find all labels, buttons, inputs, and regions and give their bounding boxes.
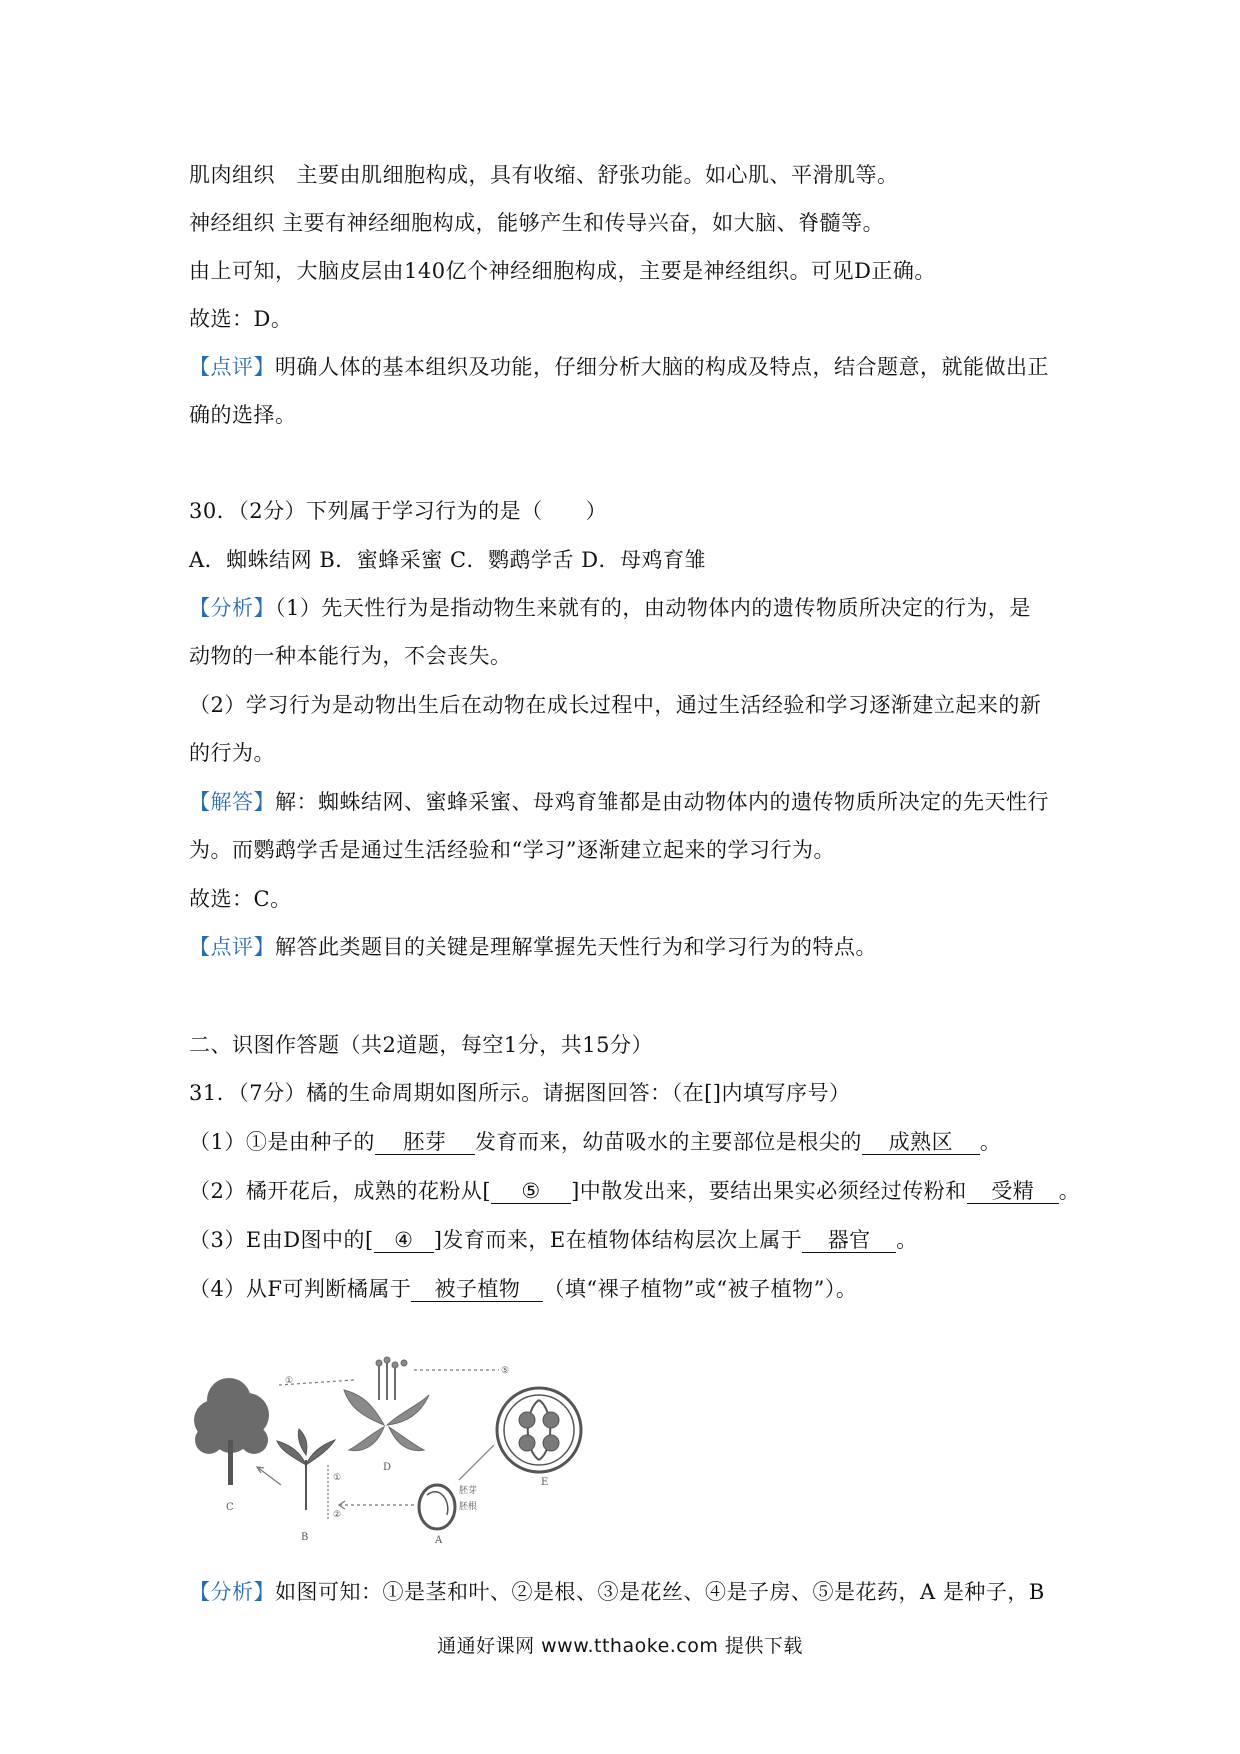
section-heading: 二、识图作答题（共2道题，每空1分，共15分） xyxy=(189,1033,653,1057)
label-n2: ② xyxy=(333,1510,342,1520)
label-n1-top: ① xyxy=(285,1376,294,1386)
seedling-b-illustration xyxy=(277,1429,335,1510)
text-conclusion: 由上可知，大脑皮层由140亿个神经细胞构成，主要是神经组织。可见D正确。 xyxy=(189,259,936,283)
label-n5: ⑤ xyxy=(501,1366,510,1376)
label-e: E xyxy=(541,1477,549,1488)
q30-analysis-text-1: （1）先天性行为是指动物生来就有的，由动物体内的遗传物质所决定的行为，是 xyxy=(275,596,1031,620)
q31-p4-text-b: （填“裸子植物”或“被子植物”）。 xyxy=(543,1277,858,1301)
q31-p2-text-c: 。 xyxy=(1058,1179,1081,1203)
review-text-1: 明确人体的基本组织及功能，仔细分析大脑的构成及特点，结合题意，就能做出正 xyxy=(275,355,1049,379)
q31-p1-text-a: （1）①是由种子的 xyxy=(189,1130,375,1154)
q31-analysis-line xyxy=(189,1577,1045,1607)
review-line-2: 确的选择。 xyxy=(189,403,297,427)
label-b: B xyxy=(301,1532,309,1543)
flowering-branch-d-illustration xyxy=(344,1357,429,1451)
answer-blank: 胚芽 xyxy=(375,1130,475,1155)
review-tag: 【点评】 xyxy=(189,355,275,379)
review-line-1 xyxy=(189,352,1049,382)
q31-p2-text-a: （2）橘开花后，成熟的花粉从[ xyxy=(189,1179,492,1203)
q31-p2-text-b: ]中散发出来，要结出果实必须经过传粉和 xyxy=(571,1179,967,1203)
label-peigen: 胚根 xyxy=(459,1502,478,1512)
q31-analysis-text: 如图可知：①是茎和叶、②是根、③是花丝、④是子房、⑤是花药，A 是种子，B xyxy=(275,1580,1045,1604)
q30-options: A．蜘蛛结网 B．蜜蜂采蜜 C．鹦鹉学舌 D．母鸡育雏 xyxy=(189,548,707,572)
q30-analysis-line-4: 的行为。 xyxy=(189,741,275,765)
q31-stem: 31．（7分）橘的生命周期如图所示。请据图回答：（在[]内填写序号） xyxy=(189,1081,851,1105)
analysis-tag: 【分析】 xyxy=(189,596,275,620)
q30-choice: 故选：C。 xyxy=(189,887,292,911)
q31-p3-text-a: （3）E由D图中的[ xyxy=(189,1228,374,1252)
q30-review-text: 解答此类题目的关键是理解掌握先天性行为和学习行为的特点。 xyxy=(275,935,877,959)
q30-answer-line-2: 为。而鹦鹉学舌是通过生活经验和“学习”逐渐建立起来的学习行为。 xyxy=(189,838,835,862)
answer-blank: 受精 xyxy=(967,1179,1059,1204)
q30-answer-text-1: 解：蜘蛛结网、蜜蜂采蜜、母鸡育雏都是由动物体内的遗传物质所决定的先天性行 xyxy=(275,790,1049,814)
text-choice-d: 故选：D。 xyxy=(189,307,293,331)
analysis-tag: 【分析】 xyxy=(189,1580,275,1604)
text-muscle-tissue: 肌肉组织 主要由肌细胞构成，具有收缩、舒张功能。如心肌、平滑肌等。 xyxy=(189,163,899,187)
label-n1: ① xyxy=(333,1473,342,1483)
answer-blank: ⑤ xyxy=(491,1179,571,1204)
answer-blank: 被子植物 xyxy=(411,1277,543,1302)
label-a: A xyxy=(435,1535,443,1545)
q31-p4-text-a: （4）从F可判断橘属于 xyxy=(189,1277,412,1301)
q30-answer-line-1 xyxy=(189,787,1049,817)
q31-part-2 xyxy=(189,1176,1080,1206)
footer-download-note: 通通好课网 www.tthaoke.com 提供下载 xyxy=(437,1635,803,1657)
answer-blank: 成熟区 xyxy=(862,1130,980,1155)
q31-p3-text-c: 。 xyxy=(896,1228,918,1252)
q31-part-1 xyxy=(189,1127,1001,1157)
life-cycle-figure xyxy=(189,1345,599,1545)
text-nerve-tissue: 神经组织 主要有神经细胞构成，能够产生和传导兴奋，如大脑、脊髓等。 xyxy=(189,211,885,235)
q30-analysis-line-2: 动物的一种本能行为，不会丧失。 xyxy=(189,644,512,668)
label-peiya: 胚芽 xyxy=(459,1486,478,1496)
answer-tag: 【解答】 xyxy=(189,790,275,814)
fruit-cross-section-e-illustration xyxy=(497,1388,581,1472)
q31-p1-text-b: 发育而来，幼苗吸水的主要部位是根尖的 xyxy=(474,1130,862,1154)
seed-a-illustration xyxy=(419,1485,455,1529)
answer-blank: 器官 xyxy=(802,1228,896,1253)
q30-analysis-line-1 xyxy=(189,593,1031,623)
answer-blank: ④ xyxy=(374,1228,434,1253)
review-tag: 【点评】 xyxy=(189,935,275,959)
q31-p1-text-c: 。 xyxy=(979,1130,1002,1154)
q31-part-3 xyxy=(189,1225,918,1255)
label-d: D xyxy=(383,1462,392,1473)
q30-review-line xyxy=(189,932,877,962)
q30-analysis-line-3: （2）学习行为是动物出生后在动物在成长过程中，通过生活经验和学习逐渐建立起来的新 xyxy=(189,693,1042,717)
q31-part-4 xyxy=(189,1274,857,1304)
label-c: C xyxy=(226,1502,234,1513)
q31-p3-text-b: ]发育而来，E在植物体结构层次上属于 xyxy=(433,1228,803,1252)
q30-stem: 30．（2分）下列属于学习行为的是（ ） xyxy=(189,499,608,523)
